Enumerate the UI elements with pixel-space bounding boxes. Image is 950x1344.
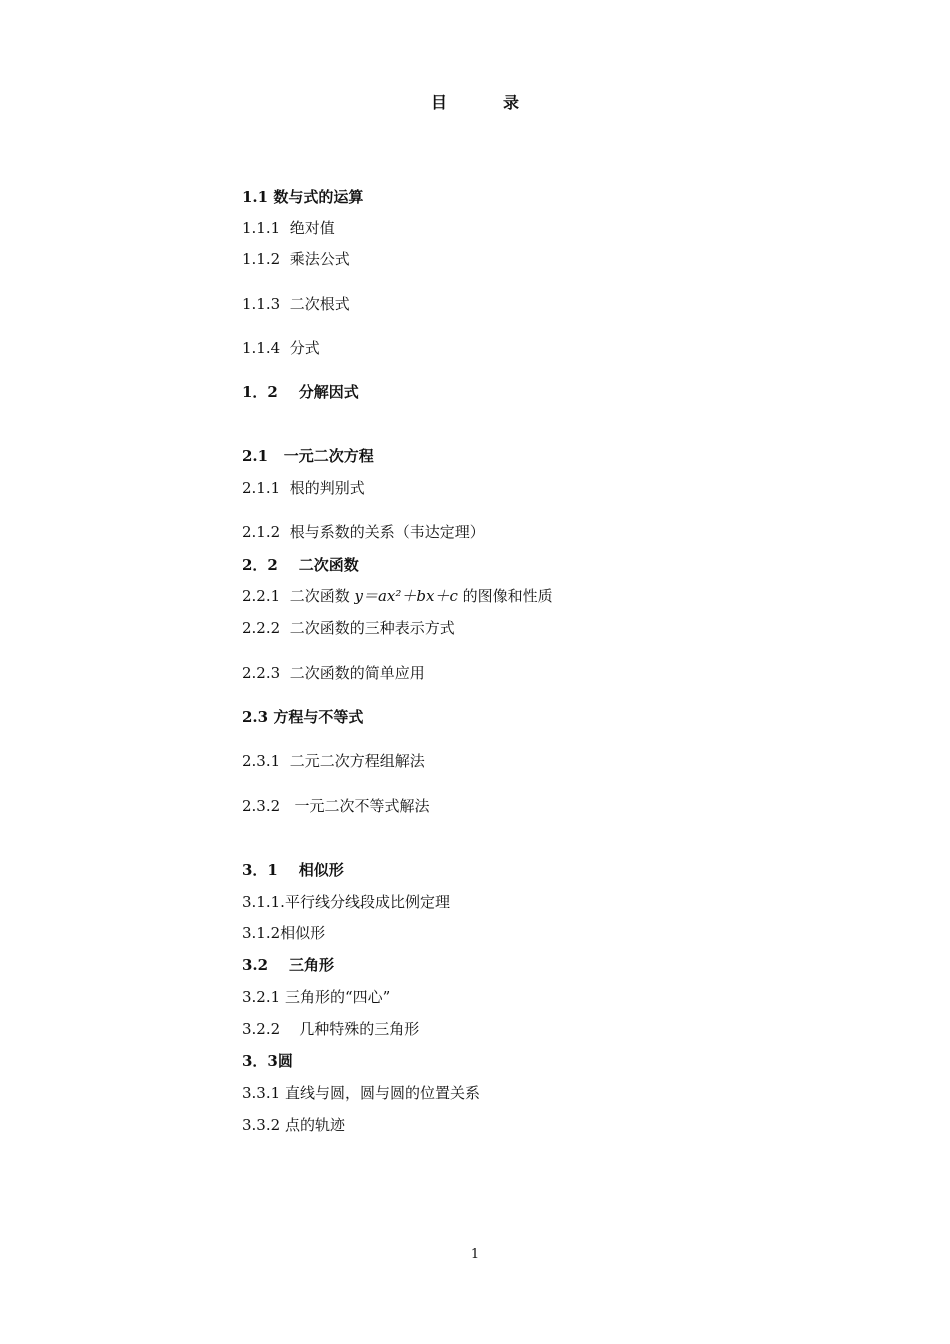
toc-entry-gap: [280, 250, 290, 268]
toc-entry-title: 几种特殊的三角形: [299, 1020, 420, 1038]
toc-entry-number: 3.2.2: [242, 1020, 281, 1038]
toc-entry-title: 二元二次方程组解法: [289, 752, 425, 770]
toc-entry-gap: [268, 956, 289, 974]
toc-entry-title: 二次函数的三种表示方式: [289, 619, 455, 637]
toc-entry-title: 相似形: [280, 924, 326, 942]
toc-entry-number: 3.1.2: [242, 924, 281, 942]
toc-entry-gap: [280, 295, 290, 313]
toc-entry-gap: [280, 797, 294, 815]
toc-entry-title: 分式: [289, 339, 320, 357]
toc-entry-gap: [280, 339, 290, 357]
toc-entry-title: 相似形: [298, 861, 344, 879]
toc-entry-2-2-3[interactable]: [242, 663, 425, 683]
toc-entry-2-3[interactable]: [242, 707, 363, 727]
toc-entry-title: 三角形的“四心”: [284, 988, 391, 1006]
toc-entry-number: 2.3.2: [242, 797, 281, 815]
toc-entry-number: 2.3.1: [242, 752, 281, 770]
toc-entry-title: 绝对值: [289, 219, 335, 237]
toc-entry-title: 直线与圆，圆与圆的位置关系: [284, 1084, 480, 1102]
toc-entry-number: 3．1: [242, 861, 278, 879]
toc-entry-gap: [280, 619, 290, 637]
toc-entry-3-3-1[interactable]: [242, 1083, 480, 1103]
toc-entry-gap: [280, 523, 290, 541]
toc-entry-number: 3.2: [242, 956, 269, 974]
toc-entry-3-3[interactable]: [242, 1051, 293, 1071]
toc-entry-title: 方程与不等式: [273, 708, 364, 726]
toc-entry-title: 二次函数: [298, 556, 359, 574]
toc-entry-title: 二次函数的简单应用: [289, 664, 425, 682]
toc-entry-gap: [280, 664, 290, 682]
toc-entry-gap: [280, 1020, 299, 1038]
toc-entry-number: 2.2.2: [242, 619, 281, 637]
toc-entry-title: 一元二次方程: [283, 447, 374, 465]
toc-entry-title: 点的轨迹: [284, 1116, 345, 1134]
toc-entry-2-1[interactable]: [242, 446, 374, 466]
quadratic-formula: y＝ax²＋bx＋c: [354, 587, 458, 605]
toc-entry-gap: [280, 587, 290, 605]
page-number: 1: [470, 1247, 480, 1262]
toc-entry-number: 2.2.1: [242, 587, 281, 605]
toc-entry-number: 3.3.2: [242, 1116, 281, 1134]
toc-entry-gap: [280, 479, 290, 497]
toc-entry-title-prefix: 二次函数: [289, 587, 355, 605]
toc-entry-3-1-2[interactable]: [242, 923, 325, 943]
toc-entry-1-2[interactable]: [242, 382, 359, 402]
toc-entry-2-2-2[interactable]: [242, 618, 455, 638]
toc-entry-number: 3.1.1.: [242, 893, 285, 911]
toc-entry-title: 数与式的运算: [273, 188, 364, 206]
toc-entry-number: 2.2.3: [242, 664, 281, 682]
toc-entry-number: 2.3: [242, 708, 269, 726]
toc-entry-gap: [278, 556, 299, 574]
toc-entry-1-1-4[interactable]: [242, 338, 320, 358]
toc-entry-3-2-1[interactable]: [242, 987, 390, 1007]
toc-entry-title-suffix: 的图像和性质: [457, 587, 553, 605]
toc-entry-gap: [278, 383, 299, 401]
toc-entry-gap: [278, 861, 299, 879]
toc-entry-number: 1.1.2: [242, 250, 281, 268]
toc-entry-title: 乘法公式: [289, 250, 350, 268]
toc-entry-number: 2．2: [242, 556, 278, 574]
toc-entry-title: 二次根式: [289, 295, 350, 313]
title-char-right: 录: [503, 93, 520, 112]
toc-entry-3-2-2[interactable]: [242, 1019, 419, 1039]
toc-entry-number: 1.1.3: [242, 295, 281, 313]
toc-entry-gap: [280, 752, 290, 770]
toc-entry-number: 1．2: [242, 383, 278, 401]
toc-entry-3-2[interactable]: [242, 955, 334, 975]
toc-entry-2-1-1[interactable]: [242, 478, 365, 498]
toc-entry-3-1[interactable]: [242, 860, 344, 880]
toc-entry-gap: [268, 447, 284, 465]
toc-entry-title: 一元二次不等式解法: [294, 797, 430, 815]
toc-entry-2-3-2[interactable]: [242, 796, 430, 816]
toc-entry-number: 1.1.1: [242, 219, 281, 237]
toc-entry-1-1[interactable]: [242, 187, 363, 207]
toc-entry-title: 圆: [277, 1052, 293, 1070]
toc-entry-title: 分解因式: [298, 383, 359, 401]
toc-entry-number: 1.1.4: [242, 339, 281, 357]
page-title: [0, 90, 950, 113]
toc-entry-3-3-2[interactable]: [242, 1115, 345, 1135]
toc-entry-3-1-1[interactable]: [242, 892, 450, 912]
toc-entry-number: 2.1: [242, 447, 269, 465]
toc-entry-title: 三角形: [289, 956, 335, 974]
title-char-left: 目: [430, 93, 447, 112]
toc-entry-2-2-1[interactable]: [242, 586, 553, 606]
toc-entry-number: 3.3.1: [242, 1084, 281, 1102]
toc-entry-2-2[interactable]: [242, 555, 359, 575]
toc-entry-number: 3.2.1: [242, 988, 281, 1006]
toc-entry-number: 2.1.1: [242, 479, 281, 497]
toc-entry-title: 平行线分线段成比例定理: [284, 893, 450, 911]
toc-entry-2-3-1[interactable]: [242, 751, 425, 771]
toc-entry-2-1-2[interactable]: [242, 522, 485, 542]
toc-entry-1-1-2[interactable]: [242, 249, 350, 269]
toc-entry-title: 根与系数的关系（韦达定理）: [289, 523, 485, 541]
toc-entry-1-1-1[interactable]: [242, 218, 335, 238]
toc-entry-1-1-3[interactable]: [242, 294, 350, 314]
toc-entry-gap: [280, 219, 290, 237]
toc-entry-number: 1.1: [242, 188, 269, 206]
toc-entry-number: 2.1.2: [242, 523, 281, 541]
toc-entry-title: 根的判别式: [289, 479, 365, 497]
toc-entry-number: 3．3: [242, 1052, 278, 1070]
